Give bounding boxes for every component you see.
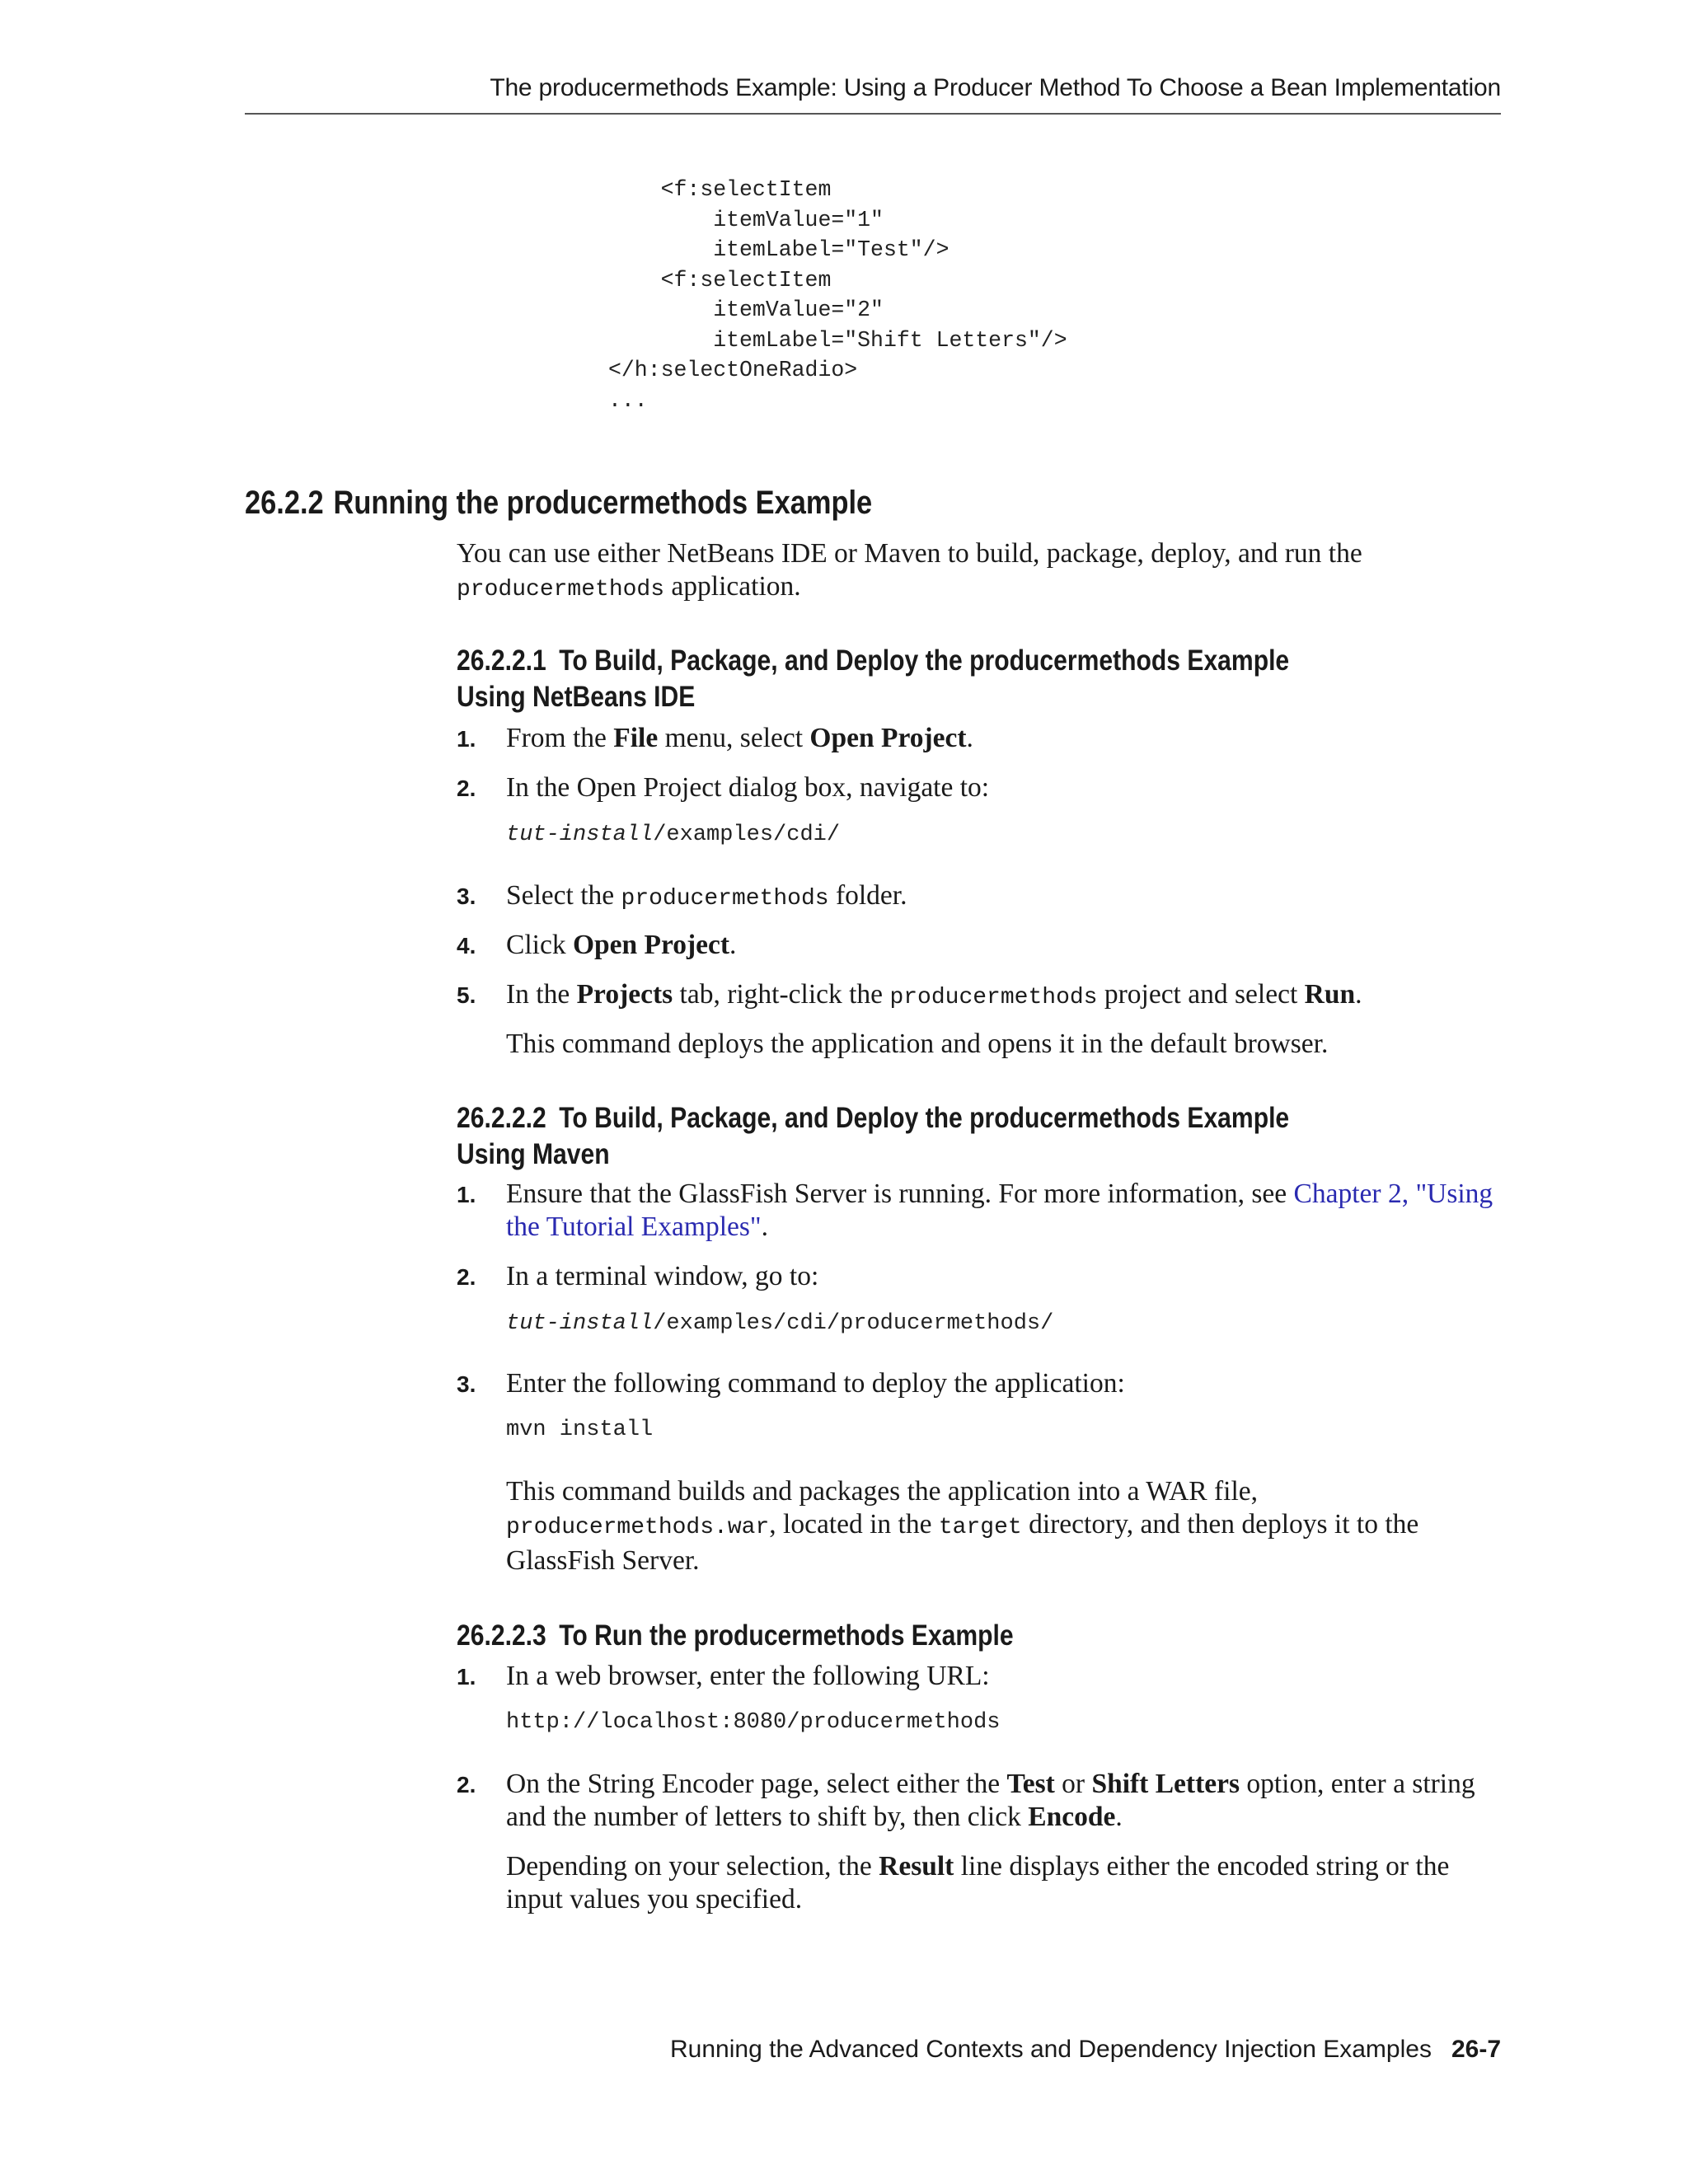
subsection-title: To Build, Package, and Deploy the producermethods Example Using NetBeans IDE <box>457 644 1290 713</box>
step-number: 4. <box>457 933 476 958</box>
code-listing-top <box>608 175 1067 415</box>
url-code: http://localhost:8080/producermethods <box>506 1710 1001 1735</box>
step-text: In a terminal window, go to: <box>506 1261 819 1291</box>
subsection-number: 26.2.2.2 <box>457 1102 546 1134</box>
inline-code: producermethods <box>621 886 829 912</box>
step-note: This command builds and packages the application into a WAR file, producermethods.war, located in the target directory, and then deploys it to the GlassFish Server. <box>506 1476 1419 1576</box>
subsection-heading-run <box>457 1618 1357 1654</box>
path-code: tut-install/examples/cdi/producermethods/ <box>506 1311 1054 1336</box>
inline-code: producermethods <box>457 577 665 602</box>
step-number: 1. <box>457 726 476 752</box>
subsection-number: 26.2.2.3 <box>457 1619 546 1652</box>
subsection-title: To Build, Package, and Deploy the producermethods Example Using Maven <box>457 1102 1290 1170</box>
inline-code: producermethods <box>889 985 1098 1010</box>
subsection-heading-maven <box>457 1100 1357 1173</box>
step-text: On the String Encoder page, select either the Test or Shift Letters option, enter a string and the number of letters to shift by, then click Encode. <box>506 1769 1475 1832</box>
step-note: Depending on your selection, the Result line displays either the encoded string or the input values you specified. <box>506 1851 1450 1915</box>
section-title: Running the producermethods Example <box>333 485 873 521</box>
footer-chapter-title: Running the Advanced Contexts and Dependency Injection Examples <box>670 2036 1432 2063</box>
chapter-link[interactable]: Chapter 2, "Using the Tutorial Examples" <box>506 1179 1493 1242</box>
step-number: 2. <box>457 1772 476 1797</box>
inline-code: target <box>938 1515 1022 1540</box>
step-number: 1. <box>457 1664 476 1690</box>
code-line: itemValue="2" <box>608 298 884 322</box>
page-number: 26-7 <box>1451 2036 1501 2063</box>
section-number: 26.2.2 <box>245 485 324 521</box>
section-heading <box>245 485 872 522</box>
inline-code: producermethods.war <box>506 1515 770 1540</box>
step-text: Enter the following command to deploy the application: <box>506 1368 1125 1399</box>
step-number: 3. <box>457 883 476 909</box>
step-number: 3. <box>457 1371 476 1397</box>
command-code: mvn install <box>506 1418 654 1442</box>
code-line: itemValue="1" <box>608 207 884 232</box>
page-footer <box>670 2036 1501 2064</box>
code-line: <f:selectItem <box>608 267 832 293</box>
step-text: Ensure that the GlassFish Server is running. For more information, see Chapter 2, "Using the Tutorial Examples". <box>506 1179 1493 1242</box>
code-line: </h:selectOneRadio> <box>608 358 858 382</box>
code-line: itemLabel="Test"/> <box>608 237 950 262</box>
code-line: <f:selectItem <box>608 177 832 202</box>
path-code: tut-install/examples/cdi/ <box>506 823 841 847</box>
code-line: itemLabel="Shift Letters"/> <box>608 327 1067 353</box>
step-number: 2. <box>457 776 476 801</box>
step-text: Click Open Project. <box>506 930 737 960</box>
step-text: In a web browser, enter the following URL: <box>506 1661 990 1691</box>
step-text: In the Projects tab, right-click the producermethods project and select Run. <box>506 979 1362 1010</box>
header-rule <box>245 113 1501 115</box>
step-number: 1. <box>457 1182 476 1207</box>
step-text: Select the producermethods folder. <box>506 880 907 912</box>
step-number: 5. <box>457 982 476 1008</box>
step-number: 2. <box>457 1264 476 1290</box>
code-line: ... <box>608 387 648 413</box>
subsection-number: 26.2.2.1 <box>457 644 546 677</box>
step-note: This command deploys the application and opens it in the default browser. <box>506 1029 1329 1059</box>
subsection-heading-netbeans <box>457 643 1357 715</box>
section-intro: You can use either NetBeans IDE or Maven to build, package, deploy, and run the producermethods application. <box>457 538 1362 602</box>
step-text: In the Open Project dialog box, navigate to: <box>506 772 990 803</box>
running-header: The producermethods Example: Using a Producer Method To Choose a Bean Implementation <box>490 74 1501 101</box>
subsection-title: To Run the producermethods Example <box>559 1619 1014 1652</box>
step-text: From the File menu, select Open Project. <box>506 723 973 753</box>
